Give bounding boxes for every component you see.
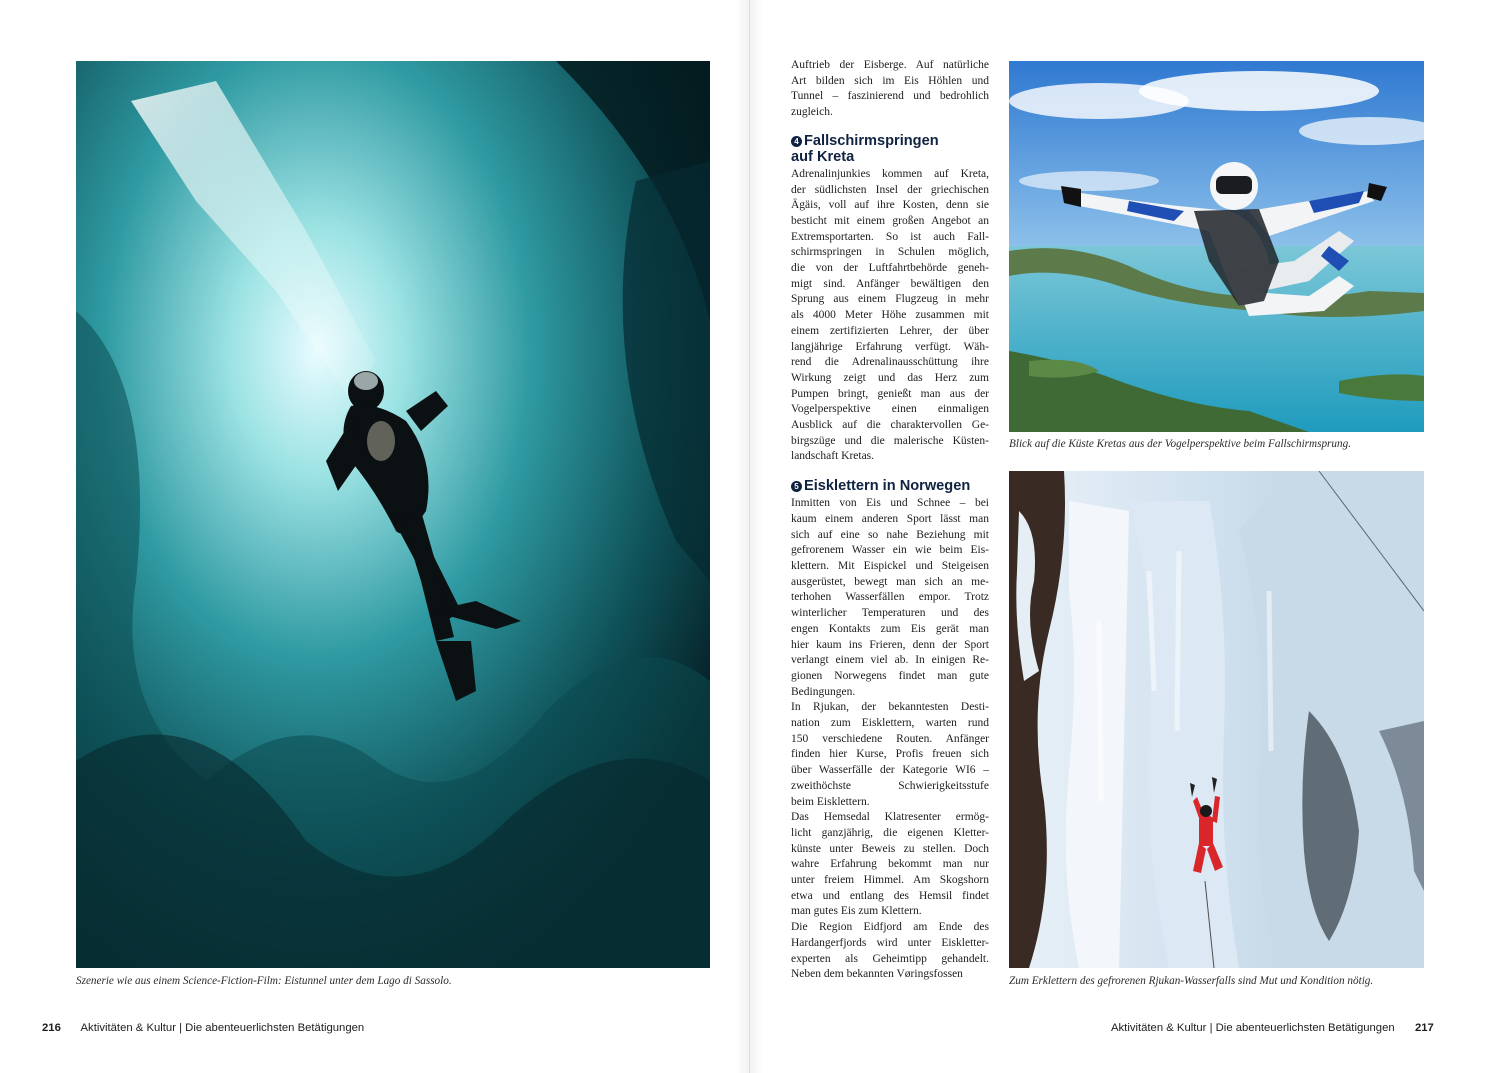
text-line: finden hier Kurse, Profis freuen sich (791, 748, 989, 761)
skydiver-photo (1009, 61, 1424, 432)
text-line: Wirkung zeigt und das Herz zum (791, 371, 989, 384)
text-line: der südlichsten Insel der griechischen (791, 183, 989, 196)
text-line: migt sind. Anfänger bewältigen den (791, 277, 989, 290)
text-line: klettern. Mit Eispickel und Steigeisen (791, 559, 989, 572)
text-line: Die Region Eidfjord am Ende des (791, 921, 989, 934)
ice-tunnel-caption: Szenerie wie aus einem Science-Fiction-Film: Eistunnel unter dem Lago di Sassolo. (76, 975, 452, 987)
text-line: gefrorenem Wasser ein wie beim Eis- (791, 544, 989, 557)
text-line: ausgerüstet, bewegt man sich an me- (791, 575, 989, 588)
skydiver-caption: Blick auf die Küste Kretas aus der Vogelperspektive beim Fallschirmsprung. (1009, 438, 1351, 450)
text-line: In Rjukan, der bekanntesten Desti- (791, 701, 989, 714)
text-line: winterlicher Temperaturen und des (791, 607, 989, 620)
text-line: engen Kontakts zum Eis gerät man (791, 622, 989, 635)
text-line: Bedingungen. (791, 685, 856, 698)
section-5-paragraph (791, 920, 989, 983)
text-line: rend die Adrenalinausschüttung ihre (791, 356, 989, 369)
text-line: nation zum Eisklettern, warten rund (791, 717, 989, 730)
section-5-paragraph (791, 496, 989, 700)
right-footer (1111, 1021, 1434, 1035)
text-line: etwa und entlang des Hemsil findet (791, 889, 989, 902)
page-number-left: 216 (42, 1022, 61, 1034)
text-line: einem zertifizierten Lehrer, der über (791, 324, 989, 337)
text-line: Hardangerfjords wird unter Eiskletter- (791, 936, 989, 949)
text-line: schirmspringen in Schulen möglich, (791, 246, 989, 259)
text-line: beim Eisklettern. (791, 795, 870, 808)
section-4-title-line2: auf Kreta (791, 148, 855, 165)
text-line: Inmitten von Eis und Schnee – bei (791, 497, 989, 510)
text-line: die von der Luftfahrtbehörde geneh- (791, 262, 989, 275)
text-line: künste unter Beweis zu stellen. Doch (791, 842, 989, 855)
text-line: Pumpen bringt, genießt man aus der (791, 387, 989, 400)
text-line: Ausblick auf die charaktervollen Ge- (791, 419, 989, 432)
ice-climbing-caption: Zum Erklettern des gefrorenen Rjukan-Wasserfalls sind Mut und Kondition nötig. (1009, 975, 1374, 987)
text-line: Tunnel – faszinierend und bedrohlich (791, 90, 989, 103)
section-number-badge: 5 (791, 481, 802, 492)
text-line: zweithöchste Schwierigkeitsstufe (791, 779, 989, 792)
text-line: langjährige Erfahrung verfügt. Wäh- (791, 340, 989, 353)
running-title-left: Aktivitäten & Kultur | Die abenteuerlichsten Betätigungen (80, 1022, 365, 1034)
text-line: Neben dem bekannten Vøringsfossen (791, 968, 963, 981)
text-line: landschaft Kretas. (791, 450, 875, 463)
text-line: gionen Norwegens findet man gute (791, 669, 989, 682)
text-line: besticht mit einem großen Angebot an (791, 214, 989, 227)
text-line: über Wasserfälle der Kategorie WI6 – (791, 764, 989, 777)
section-5-body (791, 496, 989, 983)
text-line: Auftrieb der Eisberge. Auf natürliche (791, 59, 989, 71)
text-line: kaum einem anderen Sport lässt man (791, 512, 989, 525)
text-line: terhohen Wasserfällen empor. Trotz (791, 591, 989, 604)
section-5-heading (791, 478, 989, 494)
page-number-right: 217 (1414, 1022, 1434, 1034)
running-title-right: Aktivitäten & Kultur | Die abenteuerlichsten Betätigungen (1111, 1022, 1395, 1034)
text-line: Art bilden sich im Eis Höhlen und (791, 74, 989, 87)
text-line: hier kaum ins Frieren, denn der Sport (791, 638, 989, 651)
text-line: zugleich. (791, 106, 833, 119)
section-4-title-line1: Fallschirmspringen (804, 132, 939, 149)
text-line: als 4000 Meter Höhe zusammen mit (791, 309, 989, 322)
text-line: Adrenalinjunkies kommen auf Kreta, (791, 167, 989, 180)
text-line: Das Hemsedal Klatresenter ermög- (791, 811, 989, 824)
left-footer (42, 1021, 364, 1035)
intro-paragraph (791, 58, 989, 121)
section-4-heading (791, 133, 989, 165)
section-number-badge: 4 (791, 136, 802, 147)
text-line: sich auf eine so nahe Beziehung mit (791, 528, 989, 541)
section-5-title: Eisklettern in Norwegen (804, 478, 971, 495)
text-line: man gutes Eis zum Klettern. (791, 905, 922, 918)
section-4-body (791, 167, 989, 465)
ice-climbing-photo (1009, 471, 1424, 968)
text-line: birgszüge und die malerische Küsten- (791, 434, 989, 447)
text-line: Vogelperspektive einen einmaligen (791, 403, 989, 416)
text-line: licht ganzjährig, die eigenen Kletter- (791, 826, 989, 839)
text-line: experten als Geheimtipp gehandelt. (791, 952, 989, 965)
text-line: Sprung aus einem Flugzeug in mehr (791, 293, 989, 306)
text-line: unter freiem Himmel. Am Skogshorn (791, 874, 989, 887)
section-5-paragraph (791, 810, 989, 920)
text-line: wahre Erfahrung bekommt man nur (791, 858, 989, 871)
text-line: verlangt einem viel ab. In einigen Re- (791, 654, 989, 667)
text-line: 150 verschiedene Routen. Anfänger (791, 732, 989, 745)
text-line: Ägäis, voll auf ihre Kosten, denn sie (791, 199, 989, 212)
text-line: Extremsportarten. So ist auch Fall- (791, 230, 989, 243)
ice-tunnel-diver-photo (76, 61, 710, 968)
article-text-column (791, 58, 989, 983)
section-5-paragraph (791, 700, 989, 810)
